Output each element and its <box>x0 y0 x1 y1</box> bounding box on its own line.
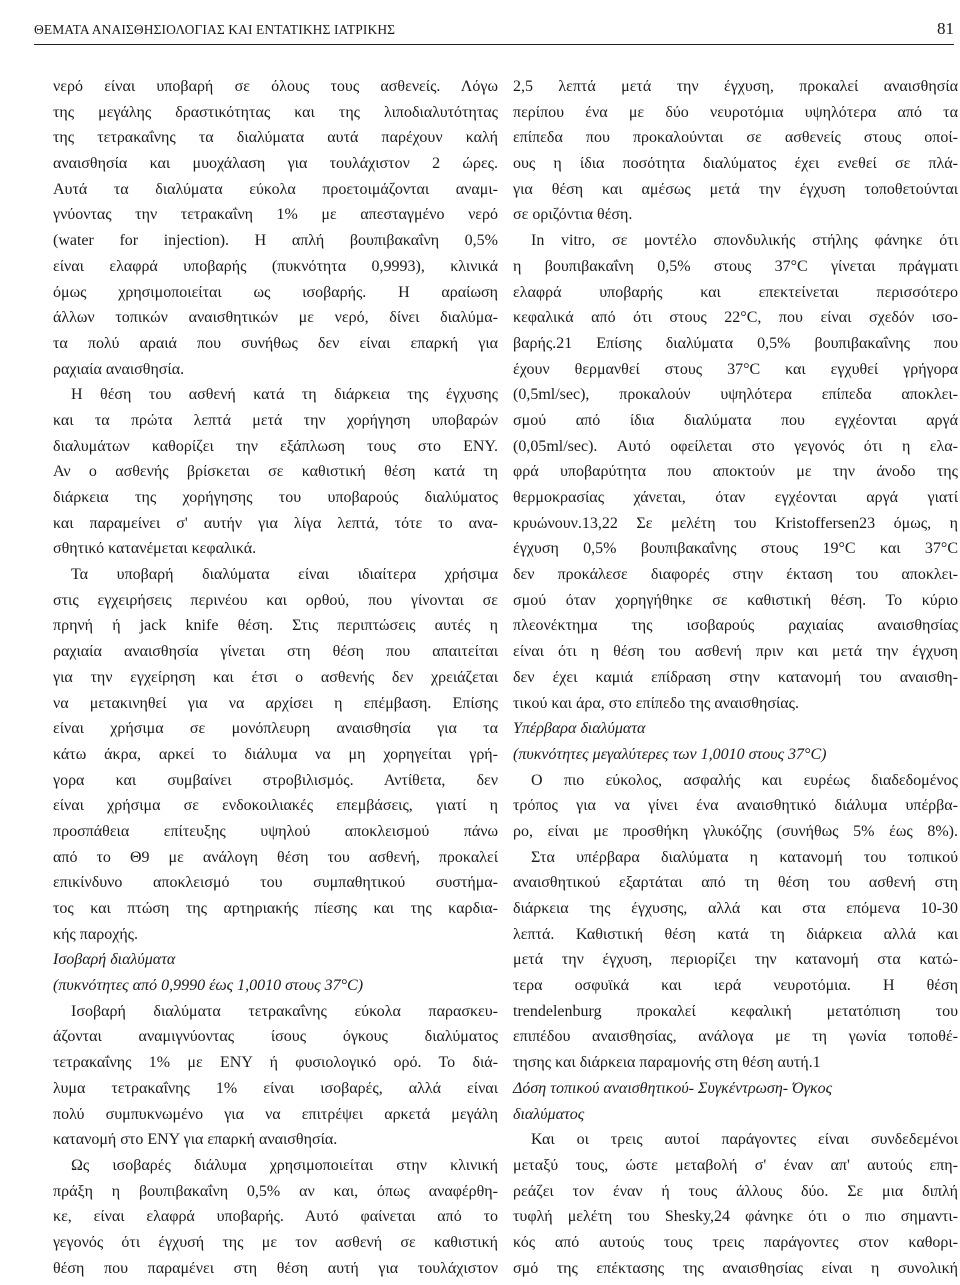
text-line: είναι χρήσιμα σε μονόπλευρη αναισθησία για τα <box>53 720 498 738</box>
text-line: από το Θ9 με ανάλογη θέση του ασθενή, προκαλεί <box>53 848 498 866</box>
running-head: ΘΕΜΑΤΑ ΑΝΑΙΣΘΗΣΙΟΛΟΓΙΑΣ ΚΑΙ ΕΝΤΑΤΙΚΗΣ ΙΑΤΡΙΚΗΣ <box>34 22 396 37</box>
text-line: είναι χρήσιμα σε ενδοκοιλιακές επεμβάσεις, γιατί η <box>53 797 498 815</box>
text-line: αναισθητικού εξαρτάται από τη θέση του ασθενή στη <box>513 874 958 892</box>
text-line: Ισοβαρή διαλύματα <box>53 951 176 969</box>
text-line: πράξη η βουπιβακαΐνη 0,5% αν και, όπως αναφέρθη- <box>53 1182 498 1200</box>
text-line: Η θέση του ασθενή κατά τη διάρκεια της έγχυσης <box>71 386 498 404</box>
text-line: έχουν θερμανθεί στους 37°C και εγχυθεί γρήγορα <box>513 360 958 378</box>
page-header <box>34 14 954 45</box>
text-line: τησης και διάρκεια παραμονής στη θέση αυτή.1 <box>513 1054 821 1072</box>
text-line: σθητικό κατανέμεται κεφαλικά. <box>53 540 257 558</box>
text-line: της τετρακαΐνης τα διαλύματα αυτά παρέχουν καλή <box>53 129 498 147</box>
text-line: Και οι τρεις αυτοί παράγοντες είναι συνδεδεμένοι <box>531 1131 958 1149</box>
text-line: η βουπιβακαΐνη 0,5% στους 37°C γίνεται πράγματι <box>513 257 958 275</box>
text-line: τικού και άρα, στο επίπεδο της αναισθησίας. <box>513 694 799 712</box>
text-line: στις εγχειρήσεις περινέου και ορθού, που γίνονται σε <box>53 591 498 609</box>
text-line: πρηνή ή jack knife θέση. Στις περιπτώσεις αυτές η <box>53 617 498 635</box>
text-line: (0,5ml/sec), προκαλούν υψηλότερα επίπεδα αποκλει- <box>513 386 958 404</box>
text-line: τρόπος για να γίνει ένα αναισθητικό διάλυμα υπέρβα- <box>513 797 958 815</box>
text-line: τος και πτώση της αρτηριακής πίεσης και της καρδια- <box>53 900 498 917</box>
text-line: να μετακινηθεί για να αρχίσει η επέμβαση. Επίσης <box>53 694 498 712</box>
text-line: σμό της επέκτασης της αναισθησίας είναι η συνολική <box>513 1259 958 1277</box>
text-line: Στα υπέρβαρα διαλύματα η κατανομή του τοπικού <box>531 848 958 866</box>
text-line: διαλύματος <box>513 1105 585 1123</box>
text-line: έγχυση 0,5% βουπιβακαΐνης στους 19°C και 37°C <box>513 540 958 558</box>
text-line: 2,5 λεπτά μετά την έγχυση, προκαλεί αναισθησία <box>513 78 958 95</box>
text-line: Αν ο ασθενής βρίσκεται σε καθιστική θέση κατά τη <box>53 463 498 481</box>
text-line: κρυώνουν.13,22 Σε μελέτη του Kristoffersen23 όμως, η <box>513 514 958 532</box>
text-line: κάτω άκρα, αρκεί το διάλυμα να μη χορηγείται γρή- <box>53 745 498 763</box>
text-line: ραχιαία αναισθησία. <box>53 360 185 378</box>
text-line: για την εγχείρηση και έτσι ο ασθενής δεν χρειάζεται <box>53 668 498 686</box>
text-line: κεφαλικά από ότι στους 22°C, που είναι σχεδόν ισο- <box>513 309 958 327</box>
text-line: φρά υποβαρύτητα που αποκτούν με την άνοδο της <box>513 463 958 481</box>
text-line: άλλων τοπικών αναισθητικών με νερό, δίνει διαλύμα- <box>53 309 498 327</box>
text-line: (water for injection). Η απλή βουπιβακαΐνη 0,5% <box>53 232 498 250</box>
text-line: διάρκεια της χορήγησης του υποβαρούς διαλύματος <box>53 489 498 506</box>
text-line: επίπεδα που προκαλούνται σε ασθενείς στους οποί- <box>513 129 958 147</box>
text-line: σμού από ίδια διαλύματα που εγχέονται αργά <box>513 411 958 429</box>
text-line: δεν έχει καμιά επίδραση στην κατανομή του αναισθη- <box>513 668 958 686</box>
page-number: 81 <box>937 19 954 38</box>
text-line: In vitro, σε μοντέλο σπονδυλικής στήλης φάνηκε ότι <box>531 232 958 250</box>
text-line: σε οριζόντια θέση. <box>513 206 633 224</box>
text-line: γνύοντας την τετρακαΐνη 1% με απεσταγμένο νερό <box>53 206 498 224</box>
text-line: λεπτά. Καθιστική θέση κατά τη διάρκεια αλλά και <box>513 925 958 943</box>
text-line: κός από αυτούς τους τρεις παράγοντες στον καθορι- <box>513 1233 958 1251</box>
text-line: Δόση τοπικού αναισθητικού- Συγκέντρωση- Όγκος <box>513 1079 833 1097</box>
text-line: Υπέρβαρα διαλύματα <box>513 720 646 738</box>
text-line: διαλυμάτων καθορίζει την εξάπλωση τους στο ΕΝΥ. <box>53 437 498 455</box>
text-line: βαρής.21 Επίσης διαλύματα 0,5% βουπιβακαΐνης που <box>513 334 958 352</box>
text-line: άζονται αναμιγνύοντας ίσους όγκους διαλύματος <box>53 1028 498 1046</box>
text-line: κε, είναι ελαφρά υποβαρής. Αυτό φαίνεται από το <box>53 1208 498 1226</box>
text-line: γορα και συμβαίνει στροβιλισμός. Αντίθετα, δεν <box>53 771 498 789</box>
text-line: Αυτά τα διαλύματα εύκολα προετοιμάζονται αναμι- <box>53 180 498 198</box>
text-line: τα πολύ αραιά που συνήθως δεν είναι επαρκή για <box>53 334 498 352</box>
text-line: θέση που παραμένει στη θέση αυτή για τουλάχιστον <box>53 1259 498 1277</box>
text-line: Ισοβαρή διαλύματα τετρακαΐνης εύκολα παρασκευ- <box>71 1002 498 1020</box>
text-line: τετρακαΐνης 1% με ΕΝΥ ή φυσιολογικό ορό. Το διά- <box>53 1054 498 1072</box>
text-line: περίπου ένα με δύο νευροτόμια υψηλότερα από τα <box>513 103 958 121</box>
left-column <box>53 74 498 1281</box>
text-line: είναι ότι η θέση του ασθενή πριν και μετά την έγχυση <box>513 643 958 661</box>
text-line: αναισθησία και μυοχάλαση για τουλάχιστον 2 ώρες. <box>53 155 498 173</box>
text-line: (0,05ml/sec). Αυτό οφείλεται στο γεγονός ότι η ελα- <box>513 437 958 455</box>
text-line: νερό είναι υποβαρή σε όλους τους ασθενείς. Λόγω <box>53 78 498 95</box>
text-line: μετά την έγχυση, περιορίζει την κατανομή στα κατώ- <box>513 951 958 969</box>
text-line: Ως ισοβαρές διάλυμα χρησιμοποιείται στην κλινική <box>71 1156 498 1174</box>
text-line: δεν προκάλεσε διαφορές στην έκταση του αποκλει- <box>513 566 958 584</box>
text-line: (πυκνότητες μεγαλύτερες των 1,0010 στους 37°C) <box>513 745 827 763</box>
text-line: και παραμείνει σ' αυτήν για λίγα λεπτά, τότε το ανα- <box>53 514 498 532</box>
text-line: κής παροχής. <box>53 925 139 943</box>
text-line: λυμα τετρακαΐνης 1% είναι ισοβαρές, αλλά είναι <box>53 1079 498 1097</box>
text-line: κατανομή στο ΕΝΥ για επαρκή αναισθησία. <box>53 1131 338 1149</box>
text-line: (πυκνότητες από 0,9990 έως 1,0010 στους 37°C) <box>53 977 364 995</box>
text-line: ρεάζει τον έναν ή τους άλλους δύο. Σε μια διπλή <box>513 1182 958 1200</box>
text-line: επιπέδου αναισθησίας, ανάλογα με τη γωνία τοποθέ- <box>513 1028 958 1046</box>
text-line: Ο πιο εύκολος, ασφαλής και ευρέως διαδεδομένος <box>531 771 958 789</box>
text-line: πλεονέκτημα της ισοβαρούς ραχιαίας αναισθησίας <box>513 617 958 635</box>
text-line: Τα υποβαρή διαλύματα είναι ιδιαίτερα χρήσιμα <box>71 566 498 584</box>
text-line: μεταξύ τους, ώστε μεταβολή σ' έναν απ' αυτούς επη- <box>513 1156 958 1174</box>
right-column <box>513 74 958 1281</box>
text-line: προσπάθεια επίτευξης υψηλού αποκλεισμού πάνω <box>53 822 498 840</box>
text-line: τυφλή μελέτη του Shesky,24 φάνηκε ότι ο πιο σημαντι- <box>513 1208 958 1226</box>
text-line: επικίνδυνο αποκλεισμό του συμπαθητικού συστήμα- <box>53 874 498 892</box>
text-line: τερα οσφυϊκά και ιερά νευροτόμια. Η θέση <box>513 977 958 995</box>
text-line: για θέση και αμέσως μετά την έγχυση τοποθετούνται <box>513 180 958 198</box>
text-line: της μεγάλης δραστικότητας και της λιποδιαλυτότητας <box>53 103 498 121</box>
text-line: trendelenburg προκαλεί κεφαλική μετατόπιση του <box>513 1002 958 1020</box>
text-line: ρο, είναι με προσθήκη γλυκόζης (συνήθως 5% έως 8%). <box>513 822 958 840</box>
text-line: και τα πρώτα λεπτά μετά την χορήγηση υποβαρών <box>53 411 498 429</box>
text-line: θερμοκρασίας χάνεται, όταν εγχέονται αργά γιατί <box>513 489 958 506</box>
text-line: πολύ συμπυκνωμένο για να επιτρέψει αρκετά μεγάλη <box>53 1105 498 1123</box>
text-line: είναι ελαφρά υποβαρής (πυκνότητα 0,9993), κλινικά <box>53 257 498 275</box>
text-line: ελαφρά υποβαρής και επεκτείνεται περισσότερο <box>513 283 958 301</box>
text-line: διάρκεια της έγχυσης, αλλά και στα επόμενα 10-30 <box>513 900 958 917</box>
text-line: γεγονός ότι έγχυσή της με τον ασθενή σε καθιστική <box>53 1233 498 1251</box>
text-line: σμού όταν χορηγήθηκε σε καθιστική θέση. Το κύριο <box>513 591 958 609</box>
text-line: όμως χρησιμοποιείται ως ισοβαρής. Η αραίωση <box>53 283 498 301</box>
text-line: ραχιαία αναισθησία γίνεται στη θέση που απαιτείται <box>53 643 498 661</box>
text-line: ους η ίδια ποσότητα διαλύματος έχει ενεθεί σε πλά- <box>513 155 958 173</box>
